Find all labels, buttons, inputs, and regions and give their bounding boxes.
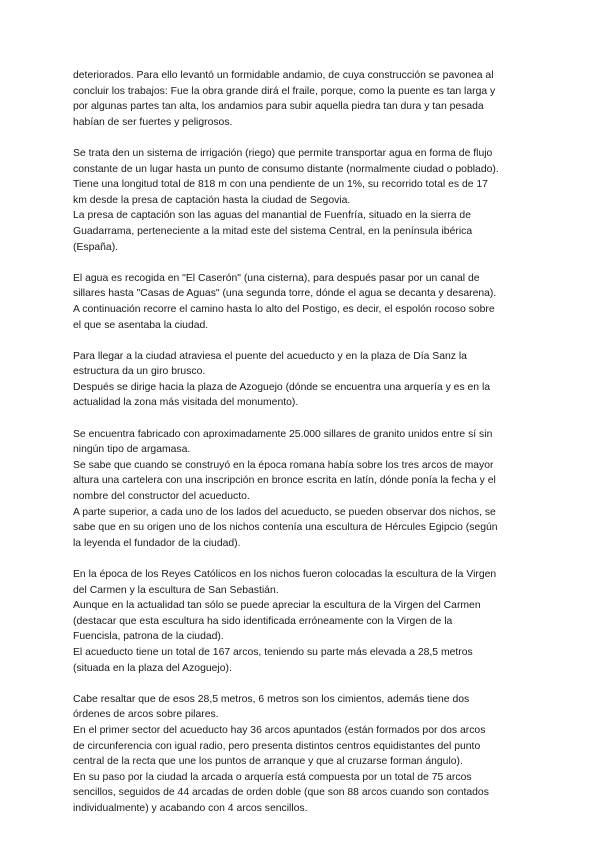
text-line: (España). <box>73 241 119 253</box>
text-line: Fuencisla, patrona de la ciudad). <box>73 631 224 643</box>
text-line: concluir los trabajos: Fue la obra grande dirá el fraile, porque, como la puente es tan larga y <box>73 85 496 97</box>
text-line: individualmente) y acabando con 4 arcos sencillos. <box>73 802 308 814</box>
text-line: El agua es recogida en "El Caserón" (una cisterna), para después pasar por un canal de <box>73 272 480 284</box>
text-line: por algunas partes tan alta, los andamios para subir aquella piedra tan dura y tan pesada <box>73 101 484 113</box>
document-page <box>73 68 533 832</box>
text-line: ningún tipo de argamasa. <box>73 444 191 456</box>
paragraph-sillares <box>73 427 533 552</box>
text-line: actualidad la zona más visitada del monumento). <box>73 397 299 409</box>
text-line: Después se dirige hacia la plaza de Azoguejo (dónde se encuentra una arquería y es en la <box>73 381 491 393</box>
text-line: central de la recta que une los puntos de arranque y que al cruzarse forman ángulo). <box>73 756 463 768</box>
text-line: Guadarrama, perteneciente a la mitad este del sistema Central, en la península ibérica <box>73 225 473 237</box>
text-line: km desde la presa de captación hasta la ciudad de Segovia. <box>73 194 351 206</box>
text-line: el que se asentaba la ciudad. <box>73 319 209 331</box>
text-line: de circunferencia con igual radio, pero presenta distintos centros equidistantes del punto <box>73 740 481 752</box>
text-line: (destacar que esta escultura ha sido identificada erróneamente con la Virgen de la <box>73 615 453 627</box>
text-line: (situada en la plaza del Azoguejo). <box>73 662 232 674</box>
text-line: nombre del constructor del acueducto. <box>73 491 250 503</box>
text-line: constante de un lugar hasta un punto de consumo distante (normalmente ciudad o poblado). <box>73 163 499 175</box>
text-line: altura una cartelera con una inscripción en bronce escrita en latín, dónde ponía la fecha y el <box>73 475 496 487</box>
text-line: Se sabe que cuando se construyó en la época romana había sobre los tres arcos de mayor <box>73 459 494 471</box>
text-line: sillares hasta "Casas de Aguas" (una segunda torre, dónde el agua se decanta y desarena). <box>73 288 497 300</box>
text-line: En su paso por la ciudad la arcada o arquería está compuesta por un total de 75 arcos <box>73 771 472 783</box>
text-line: Se encuentra fabricado con aproximadamente 25.000 sillares de granito unidos entre sí sin <box>73 428 493 440</box>
paragraph-irrigacion <box>73 146 533 255</box>
paragraph-andamio <box>73 68 533 130</box>
text-line: La presa de captación son las aguas del manantial de Fuenfría, situado en la sierra de <box>73 210 471 222</box>
paragraph-caseron <box>73 271 533 333</box>
text-line: En la época de los Reyes Católicos en los nichos fueron colocadas la escultura de la Virgen <box>73 569 497 580</box>
text-line: Para llegar a la ciudad atraviesa el puente del acueducto y en la plaza de Día Sanz la <box>73 350 467 362</box>
text-line: órdenes de arcos sobre pilares. <box>73 709 219 721</box>
text-line: El acueducto tiene un total de 167 arcos, teniendo su parte más elevada a 28,5 metros <box>73 646 473 658</box>
text-line: Se trata den un sistema de irrigación (riego) que permite transportar agua en forma de flujo <box>73 147 493 159</box>
text-line: del Carmen y la escultura de San Sebastián. <box>73 584 279 596</box>
text-line: sencillos, seguidos de 44 arcadas de orden doble (que son 88 arcos cuando son contados <box>73 787 489 799</box>
text-line: En el primer sector del acueducto hay 36 arcos apuntados (están formados por dos arcos <box>73 724 486 736</box>
paragraph-recorrido-ciudad <box>73 349 533 411</box>
text-line: la leyenda el fundador de la ciudad). <box>73 537 241 549</box>
text-line: Aunque en la actualidad tan sólo se puede apreciar la escultura de la Virgen del Carmen <box>73 600 481 612</box>
paragraph-arcos <box>73 692 533 817</box>
text-line: Cabe resaltar que de esos 28,5 metros, 6 metros son los cimientos, además tiene dos <box>73 693 470 705</box>
text-line: habían de ser fuertes y peligrosos. <box>73 116 233 128</box>
text-line: deteriorados. Para ello levantó un formidable andamio, de cuya construcción se pavonea al <box>73 70 494 81</box>
text-line: sabe que en su origen uno de los nichos contenía una escultura de Hércules Egipcio (según <box>73 522 498 534</box>
text-line: A continuación recorre el camino hasta lo alto del Postigo, es decir, el espolón rocoso sobre <box>73 303 495 315</box>
paragraph-reyes-catolicos <box>73 567 533 676</box>
text-line: estructura da un giro brusco. <box>73 366 206 378</box>
text-line: Tiene una longitud total de 818 m con una pendiente de un 1%, su recorrido total es de 17 <box>73 179 488 191</box>
text-line: A parte superior, a cada uno de los lados del acueducto, se pueden observar dos nichos, se <box>73 506 496 518</box>
